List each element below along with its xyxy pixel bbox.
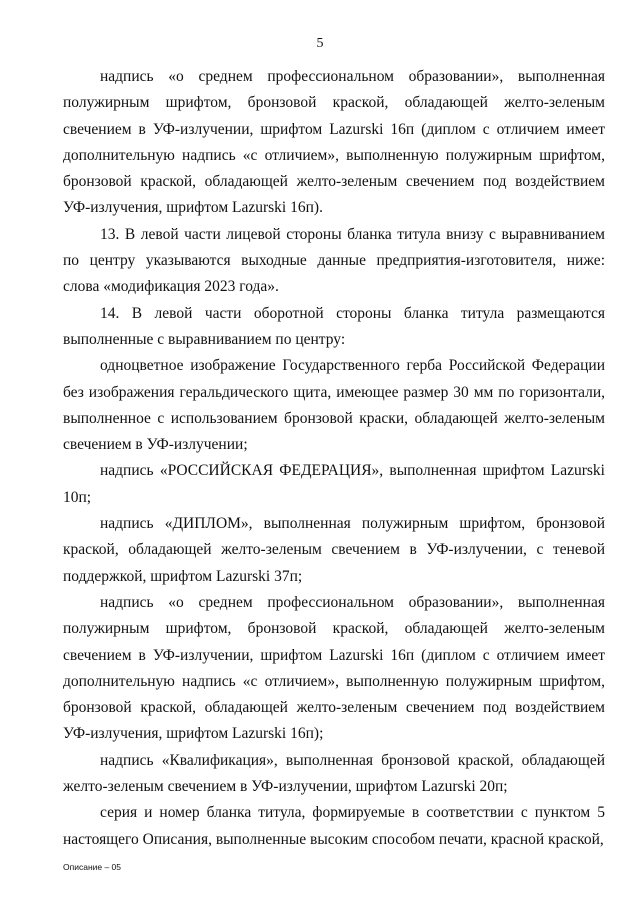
paragraph-item-13: 13. В левой части лицевой стороны бланка титула внизу с выравниванием по центру указываются выходные данные предприятия-изготовителя, ниже: слова «модификация 2023 года». [63,225,605,296]
page-number: 5 [316,36,324,51]
footer-document-code: Описание – 05 [63,862,122,872]
paragraph-russian-federation: надпись «РОССИЙСКАЯ ФЕДЕРАЦИЯ», выполненная шрифтом Lazurski 10п; [63,462,605,506]
paragraph-item-14: 14. В левой части оборотной стороны бланка титула размещаются выполненные с выравниванием по центру: [63,304,605,348]
paragraph-diploma: надпись «ДИПЛОМ», выполненная полужирным шрифтом, бронзовой краской, обладающей желто-зеленым свечением в УФ-излучении, с теневой поддержкой, шрифтом Lazurski 37п; [63,515,605,585]
paragraph-secondary-education: надпись «о среднем профессиональном образовании», выполненная полужирным шрифтом, бронзовой краской, обладающей желто-зеленым свечением в УФ-излучении, шрифтом Lazurski 16п (диплом с отличием имеет дополнительную надпись «с отличием», выполненную полужирным шрифтом, бронзовой краской, обладающей желто-зеленым свечением под воздействием УФ-излучения, шрифтом Lazurski 16п); [63,593,605,743]
document-body [63,64,605,853]
paragraph-series-number: серия и номер бланка титула, формируемые в соответствии с пунктом 5 настоящего Описания, выполненные высоким способом печати, красной краской, [63,804,605,848]
paragraph-coat-of-arms: одноцветное изображение Государственного герба Российской Федерации без изображения геральдического щита, имеющее размер 30 мм по горизонтали, выполненное с использованием бронзовой краски, обладающей желто-зеленым свечением в УФ-излучении; [63,357,605,454]
paragraph-qualification: надпись «Квалификация», выполненная бронзовой краской, обладающей желто-зеленым свечением в УФ-излучении, шрифтом Lazurski 20п; [63,751,605,796]
paragraph-inscription-secondary-education: надпись «о среднем профессиональном образовании», выполненная полужирным шрифтом, бронзовой краской, обладающей желто-зеленым свечением в УФ-излучении, шрифтом Lazurski 16п (диплом с отличием имеет дополнительную надпись «с отличием», выполненную полужирным шрифтом, бронзовой краской, обладающей желто-зеленым свечением под воздействием УФ-излучения, шрифтом Lazurski 16п). [63,68,605,217]
